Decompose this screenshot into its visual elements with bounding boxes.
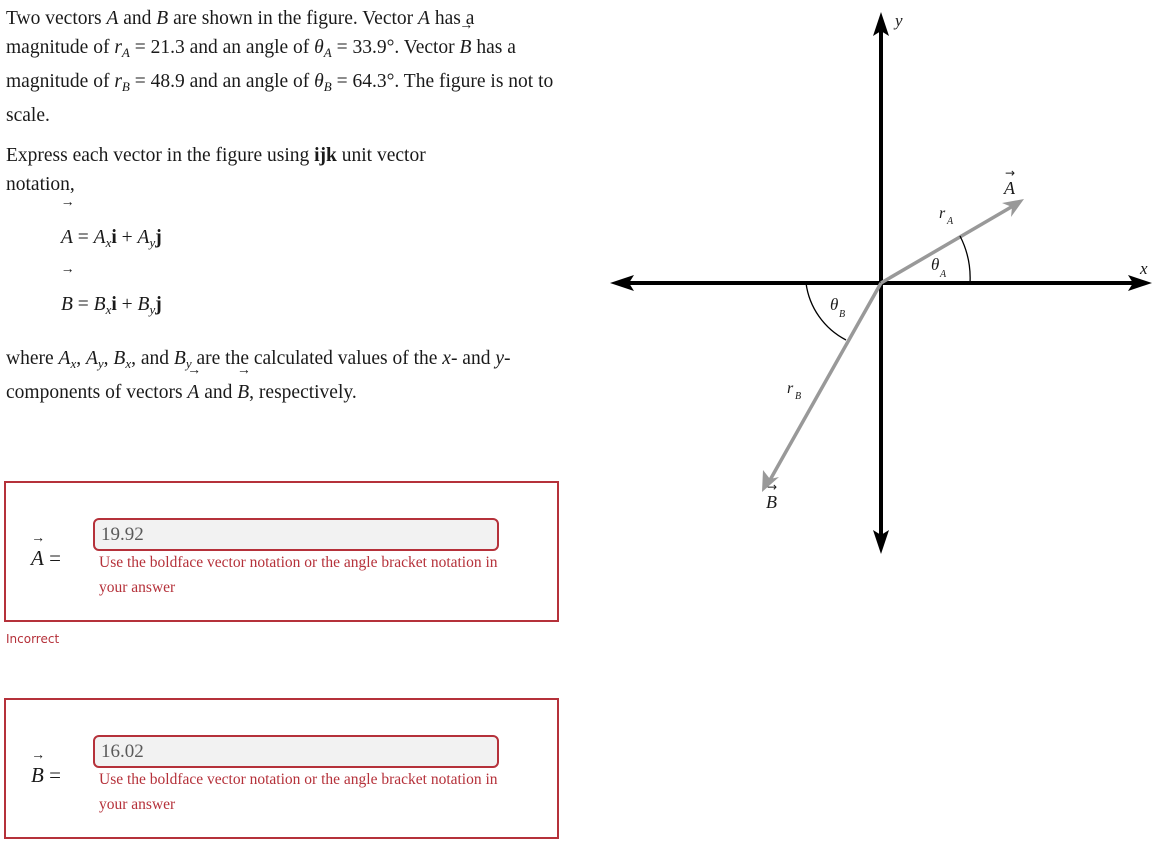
svg-text:A: A — [940, 269, 947, 280]
svg-text:B: B — [766, 492, 777, 512]
answer-box-b — [4, 698, 559, 839]
answer-label-a: → A = — [31, 546, 61, 571]
r-b-label — [787, 380, 801, 402]
theta-b-label — [830, 295, 845, 320]
equation-b: → $B = B_xi + B_yj$ — [6, 277, 556, 333]
vector-b-label — [766, 480, 777, 512]
theta-a-label — [931, 255, 947, 280]
vector-figure — [600, 0, 1157, 570]
answer-input-a[interactable]: 19.92 — [93, 518, 499, 551]
svg-text:r: r — [787, 380, 794, 397]
answer-box-a — [4, 481, 559, 622]
vector-b-symbol: → B — [460, 33, 472, 62]
answer-label-b: → B = — [31, 763, 61, 788]
answer-input-b[interactable]: 16.02 — [93, 735, 499, 768]
r-a-label — [939, 205, 954, 227]
svg-text:r: r — [939, 205, 946, 222]
problem-intro: Two vectors → A and → B are shown in the figure. Vector → A has a magnitude of $r_A = 21.3$ and an angle of $\theta_A = 33.9^\circ$. Vector → B has a magnitude of $r_B = 48.9$ and an angle of $\theta_B = 64.3^\circ$. The figure is not to scale. — [6, 4, 556, 130]
incorrect-feedback: Incorrect — [6, 632, 60, 646]
answer-hint-a: Use the boldface vector notation or the angle bracket notation in your answer — [99, 554, 498, 596]
equation-a: → $A = A_xi + A_yj$ — [6, 210, 556, 266]
svg-text:θ: θ — [931, 255, 940, 274]
problem-where: where $A_x$, $A_y$, $B_x$, and $B_y$ are the calculated values of the x- and y-components of vectors → A and → B, respectively. — [6, 344, 556, 407]
problem-statement — [6, 4, 556, 418]
angle-a: $\theta_A$ — [314, 37, 332, 60]
answer-hint-b: Use the boldface vector notation or the angle bracket notation in your answer — [99, 771, 498, 813]
vector-a-symbol: → A — [418, 4, 430, 33]
svg-text:A: A — [947, 216, 954, 227]
svg-text:→: → — [767, 480, 778, 494]
svg-text:θ: θ — [830, 295, 839, 314]
theta-a-arc — [960, 236, 970, 283]
vector-a-arrowhead — [1002, 199, 1024, 217]
svg-text:→: → — [1005, 166, 1016, 180]
svg-text:A: A — [1004, 178, 1015, 198]
vector-a-symbol: → A — [106, 4, 118, 33]
magnitude-a: $r_A$ — [114, 37, 130, 60]
magnitude-b: $r_B$ — [114, 71, 130, 94]
svg-text:B: B — [795, 391, 802, 402]
vector-a-label — [1003, 166, 1016, 198]
svg-text:B: B — [839, 309, 846, 320]
problem-instruction: Express each vector in the figure using ijk unit vector notation, — [6, 145, 426, 195]
vector-b-symbol: → B — [156, 4, 168, 33]
y-axis-label: y — [895, 11, 903, 30]
x-axis-label: x — [1140, 259, 1148, 278]
angle-b: $\theta_B$ — [314, 71, 332, 94]
